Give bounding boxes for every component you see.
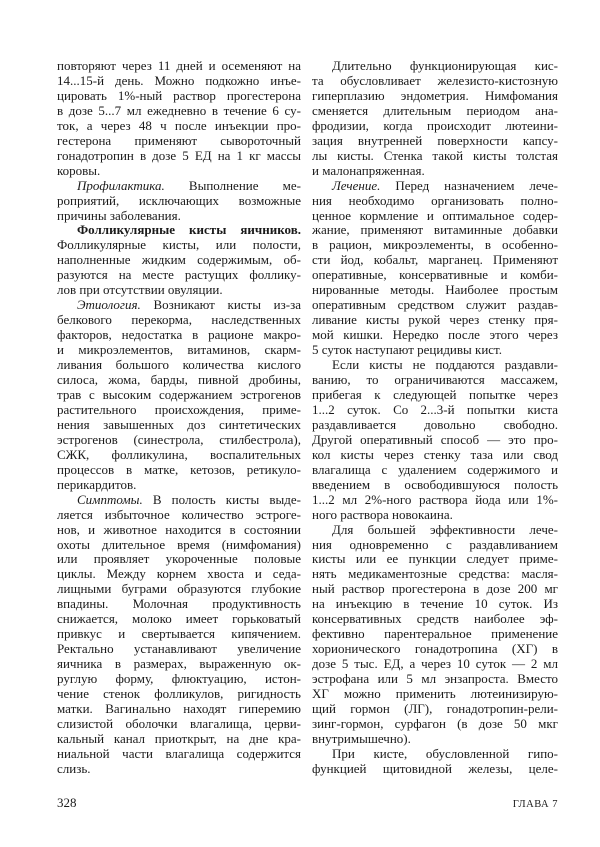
- text-line: [312, 448, 558, 463]
- line-text: трав с высоким содержанием эстрогенов: [57, 386, 301, 402]
- text-line: [312, 762, 558, 777]
- line-text: Перед назначением лече-: [380, 177, 558, 193]
- line-text: ток, а через 48 ч после инъекции про-: [57, 117, 301, 133]
- text-line: [57, 702, 301, 717]
- line-text: Длительно функционирующая кис-: [332, 58, 558, 73]
- text-line: [312, 238, 558, 253]
- text-line: [57, 747, 301, 762]
- line-text: В полость кисты выде-: [142, 491, 301, 507]
- section-heading: Фолликулярные кисты яичников.: [77, 222, 301, 238]
- line-text: ния одновременно с раздавливанием: [312, 536, 558, 552]
- text-line: [57, 253, 301, 268]
- text-line: [312, 253, 558, 268]
- paragraph-lead: Лечение.: [332, 177, 381, 193]
- text-line: [57, 642, 301, 657]
- text-line: [57, 717, 301, 732]
- text-line: [312, 612, 558, 627]
- line-text: гестерона применяют сывороточный: [57, 132, 301, 148]
- line-text: внутримышечно).: [312, 730, 411, 746]
- line-text: перикардитов.: [57, 476, 137, 492]
- line-text: раздавливается довольно свободно.: [312, 416, 558, 432]
- line-text: разуются на месте растущих фоллику-: [57, 267, 301, 283]
- text-line: [57, 328, 301, 343]
- text-line: [312, 672, 558, 687]
- text-line: [57, 523, 301, 538]
- line-text: ния необходимо организовать полно-: [312, 192, 558, 208]
- line-text: ного раствора новокаина.: [312, 506, 453, 522]
- line-text: снижается, молоко имеет горьковатый: [57, 611, 301, 627]
- text-line: [312, 179, 558, 194]
- text-line: [57, 508, 301, 523]
- text-line: [312, 149, 558, 164]
- text-line: [312, 388, 558, 403]
- text-line: [57, 104, 301, 119]
- text-line: [57, 223, 301, 238]
- text-line: [57, 358, 301, 373]
- text-line: [57, 538, 301, 553]
- text-line: [57, 59, 301, 74]
- line-text: СЖК, фолликулина, воспалительных: [57, 446, 301, 462]
- paragraph-lead: Этиология.: [77, 297, 141, 313]
- line-text: впадины. Молочная продуктивность: [57, 596, 301, 612]
- text-line: [57, 373, 301, 388]
- text-line: [57, 313, 301, 328]
- line-text: и микроэлементов, витаминов, скарм-: [57, 342, 301, 358]
- line-text: хорионического гонадотропина (ХГ) в: [312, 641, 558, 657]
- line-text: ниальной части влагалища содержится: [57, 745, 301, 761]
- text-line: [312, 403, 558, 418]
- text-line: [312, 343, 558, 358]
- text-line: [57, 612, 301, 627]
- text-line: [57, 567, 301, 582]
- line-text: в дозе 5...7 мл ежедневно в течение 6 су-: [57, 102, 301, 118]
- line-text: сменяется длительным периодом ана-: [312, 102, 558, 118]
- line-text: ный раствор прогестерона в дозе 200 мг: [312, 581, 558, 597]
- text-line: [57, 478, 301, 493]
- line-text: зация внутренней поверхности капсу-: [312, 132, 558, 148]
- text-line: [312, 567, 558, 582]
- line-text: ХГ можно применить лютеинизирую-: [312, 686, 558, 702]
- line-text: фективно парентеральное применение: [312, 626, 558, 642]
- line-text: ливание кисты рукой через стенку пря-: [312, 312, 558, 328]
- line-text: лы кисты. Стенка такой кисты толстая: [312, 147, 558, 163]
- line-text: консервативных средств наиболее эф-: [312, 611, 558, 627]
- text-line: [312, 164, 558, 179]
- text-line: [57, 388, 301, 403]
- text-line: [57, 672, 301, 687]
- line-text: охоты длительное время (нимфомания): [57, 536, 301, 552]
- line-text: процессов в матке, кетозов, ретикуло-: [57, 461, 301, 477]
- text-line: [57, 552, 301, 567]
- text-line: [312, 433, 558, 448]
- text-line: [57, 493, 301, 508]
- text-line: [57, 194, 301, 209]
- text-line: [57, 433, 301, 448]
- line-text: оперативным средством служит раздав-: [312, 297, 558, 313]
- text-line: [57, 463, 301, 478]
- text-line: [57, 149, 301, 164]
- text-line: [57, 89, 301, 104]
- line-text: белкового перекорма, наследственных: [57, 312, 301, 328]
- line-text: матки. Вагинально находят гиперемию: [57, 700, 301, 716]
- line-text: При кисте, обусловленной гипо-: [332, 745, 558, 761]
- line-text: гонадотропин в дозе 5 ЕД на 1 кг массы: [57, 147, 301, 163]
- text-line: [312, 313, 558, 328]
- text-line: [312, 747, 558, 762]
- line-text: эстрогенов (синестрола, стилбестрола),: [57, 431, 301, 447]
- text-line: [312, 627, 558, 642]
- line-text: Для большей эффективности лече-: [332, 521, 558, 537]
- line-text: чение стенок фолликулов, ригидность: [57, 686, 301, 702]
- text-line: [312, 223, 558, 238]
- text-line: [312, 463, 558, 478]
- line-text: Выполнение ме-: [164, 177, 301, 193]
- text-line: [57, 164, 301, 179]
- line-text: нированные методы. Наиболее простым: [312, 282, 558, 298]
- line-text: введением в освободившуюся полость: [312, 476, 558, 492]
- line-text: щий гормон (ЛГ), гонадотропин-рели-: [312, 700, 558, 716]
- text-line: [312, 597, 558, 612]
- text-line: [312, 687, 558, 702]
- line-text: в рацион, микроэлементы, в особенно-: [312, 237, 558, 253]
- text-line: [57, 298, 301, 313]
- page-number: 328: [57, 794, 77, 810]
- text-line: [57, 268, 301, 283]
- text-line: [57, 343, 301, 358]
- line-text: сти йод, кобальт, марганец. Применяют: [312, 252, 558, 268]
- text-line: [57, 627, 301, 642]
- line-text: и малонапряженная.: [312, 162, 425, 178]
- text-line: [312, 134, 558, 149]
- line-text: Возникают кисты из-за: [140, 297, 301, 313]
- text-line: [57, 448, 301, 463]
- line-text: ценное кормление и оптимальное содер-: [312, 207, 558, 223]
- text-column-right: [312, 59, 558, 777]
- line-text: нов, и животное находится в состоянии: [57, 521, 301, 537]
- line-text: силоса, жома, барды, пивной дробины,: [57, 372, 301, 388]
- line-text: гиперплазию эндометрия. Нимфомания: [312, 87, 558, 103]
- paragraph-lead: Симптомы.: [77, 491, 143, 507]
- text-line: [57, 582, 301, 597]
- text-line: [57, 403, 301, 418]
- text-line: [312, 508, 558, 523]
- text-line: [312, 538, 558, 553]
- text-line: [312, 702, 558, 717]
- text-line: [312, 209, 558, 224]
- text-line: [312, 194, 558, 209]
- line-text: кальный канал приоткрыт, на дне кра-: [57, 730, 301, 746]
- line-text: ляется избыточное количество эстроге-: [57, 506, 301, 522]
- text-line: [312, 298, 558, 313]
- line-text: Фолликулярные кисты, или полости,: [57, 237, 301, 253]
- text-line: [57, 283, 301, 298]
- line-text: функцией щитовидной железы, целе-: [312, 760, 558, 776]
- line-text: яичника в размерах, выраженную ок-: [57, 656, 301, 672]
- text-line: [312, 523, 558, 538]
- line-text: 14...15-й день. Можно подкожно инъе-: [57, 72, 301, 88]
- line-text: кисты или ее пункции следует приме-: [312, 551, 558, 567]
- text-line: [312, 74, 558, 89]
- line-text: причины заболевания.: [57, 207, 181, 223]
- line-text: слизь.: [57, 760, 91, 776]
- text-line: [312, 358, 558, 373]
- line-text: ванию, то ограничиваются массажем,: [312, 372, 558, 388]
- text-line: [57, 74, 301, 89]
- text-columns: [57, 59, 558, 777]
- text-line: [57, 657, 301, 672]
- text-line: [57, 134, 301, 149]
- text-line: [312, 582, 558, 597]
- page-footer: [57, 795, 558, 811]
- text-line: [312, 642, 558, 657]
- line-text: 1...2 мл 2%-ного раствора йода или 1%-: [312, 491, 558, 507]
- text-line: [312, 493, 558, 508]
- line-text: та обусловливает железисто-кистозную: [312, 72, 558, 88]
- text-line: [312, 104, 558, 119]
- line-text: лищными буграми образуются глубокие: [57, 581, 301, 597]
- text-line: [57, 418, 301, 433]
- line-text: оперативные, консервативные и комби-: [312, 267, 558, 283]
- line-text: нения завышенных доз синтетических: [57, 416, 301, 432]
- line-text: или проявляет укороченные половые: [57, 551, 301, 567]
- line-text: руглую форму, флюктуацию, истон-: [57, 671, 301, 687]
- line-text: коровы.: [57, 162, 101, 178]
- text-line: [57, 597, 301, 612]
- running-footer-chapter: ГЛАВА 7: [512, 798, 558, 810]
- line-text: мой кишки. Нередко после этого через: [312, 327, 558, 343]
- line-text: влагалища с удалением содержимого и: [312, 461, 558, 477]
- line-text: Ректально устанавливают увеличение: [57, 641, 301, 657]
- text-line: [312, 552, 558, 567]
- line-text: дозе 5 тыс. ЕД, а через 10 суток — 2 мл: [312, 656, 558, 672]
- line-text: циклы. Между корнем хвоста и седа-: [57, 566, 301, 582]
- text-line: [57, 238, 301, 253]
- text-line: [312, 717, 558, 732]
- line-text: прибегая к следующей попытке через: [312, 386, 558, 402]
- text-line: [57, 732, 301, 747]
- text-line: [312, 478, 558, 493]
- line-text: слизистой оболочки влагалища, церви-: [57, 715, 301, 731]
- paragraph-lead: Профилактика.: [77, 177, 165, 193]
- text-line: [312, 328, 558, 343]
- line-text: роприятий, исключающих возможные: [57, 192, 301, 208]
- line-text: зинг-гормон, сурфагон (в дозе 50 мкг: [312, 715, 558, 731]
- line-text: растительного происхождения, приме-: [57, 401, 301, 417]
- line-text: фродизии, когда происходит лютеини-: [312, 117, 558, 133]
- text-line: [312, 283, 558, 298]
- text-line: [57, 209, 301, 224]
- line-text: 1...2 суток. Со 2...3-й попытки киста: [312, 401, 558, 417]
- text-line: [57, 179, 301, 194]
- text-line: [57, 762, 301, 777]
- text-line: [312, 732, 558, 747]
- text-line: [312, 418, 558, 433]
- text-column-left: [57, 59, 301, 777]
- text-line: [57, 687, 301, 702]
- line-text: факторов, недостатка в рационе макро-: [57, 327, 301, 343]
- line-text: жание, применяют витаминные добавки: [312, 222, 558, 238]
- line-text: ливания большого количества кислого: [57, 357, 301, 373]
- line-text: лов при отсутствии овуляции.: [57, 282, 223, 298]
- line-text: Если кисты не поддаются раздавли-: [332, 357, 558, 373]
- text-line: [312, 89, 558, 104]
- line-text: привкус и свертывается кипячением.: [57, 626, 301, 642]
- text-line: [312, 373, 558, 388]
- line-text: повторяют через 11 дней и осеменяют на: [57, 58, 301, 73]
- line-text: Другой оперативный способ — это про-: [312, 431, 558, 447]
- text-line: [57, 119, 301, 134]
- text-line: [312, 59, 558, 74]
- line-text: 5 суток наступают рецидивы кист.: [312, 342, 503, 358]
- line-text: наполненные жидким содержимым, об-: [57, 252, 301, 268]
- text-line: [312, 268, 558, 283]
- text-line: [312, 119, 558, 134]
- line-text: на инъекцию в течение 10 суток. Из: [312, 596, 558, 612]
- line-text: эстрофана или 5 мл энзапроста. Вместо: [312, 671, 558, 687]
- line-text: кол кисты через стенку таза или свод: [312, 446, 558, 462]
- line-text: нять медикаментозные средства: масля-: [312, 566, 558, 582]
- text-line: [312, 657, 558, 672]
- line-text: цировать 1%-ный раствор прогестерона: [57, 87, 301, 103]
